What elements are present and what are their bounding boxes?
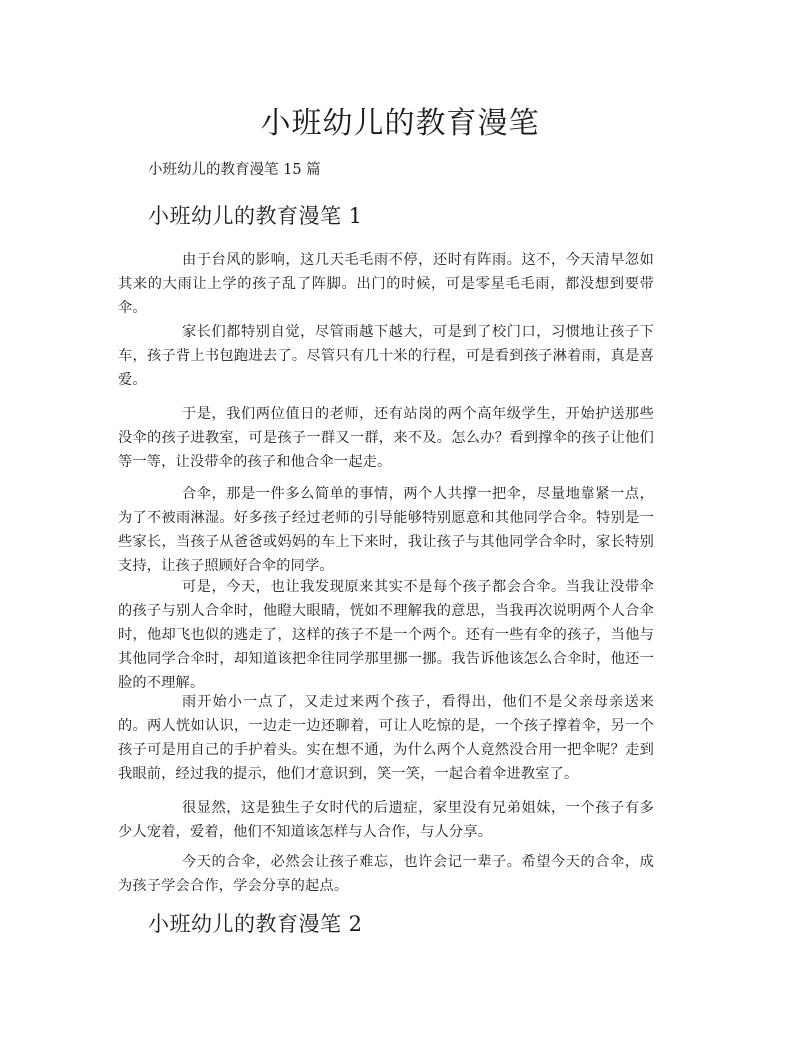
paragraph: 合伞，那是一件多么简单的事情，两个人共撑一把伞，尽量地靠紧一点，为了不被雨淋湿。好多孩子经过老师的引导能够特别愿意和其他同学合伞。特别是一些家长，当孩子从爸爸或妈妈的车上下来时，我让孩子与其他同学合伞时，家长特别支持，让孩子照顾好合伞的同学。	[118, 486, 654, 574]
document-title: 小班幼儿的教育漫笔	[260, 106, 540, 141]
paragraph: 可是，今天，也让我发现原来其实不是每个孩子都会合伞。当我让没带伞的孩子与别人合伞时，他瞪大眼睛，恍如不理解我的意思，当我再次说明两个人合伞时，他却飞也似的逃走了，这样的孩子不是一个两个。还有一些有伞的孩子，当他与其他同学合伞时，却知道该把伞往同学那里挪一挪。我告诉他该怎么合伞时，他还一脸的不理解。	[118, 579, 654, 691]
paragraph: 家长们都特别自觉，尽管雨越下越大，可是到了校门口，习惯地让孩子下车，孩子背上书包跑进去了。尽管只有几十米的行程，可是看到孩子淋着雨，真是喜爱。	[118, 324, 654, 388]
paragraph: 由于台风的影响，这几天毛毛雨不停，还时有阵雨。这不，今天清早忽如其来的大雨让上学的孩子乱了阵脚。出门的时候，可是零星毛毛雨，都没想到要带伞。	[118, 252, 654, 316]
paragraph: 于是，我们两位值日的老师，还有站岗的两个高年级学生，开始护送那些没伞的孩子进教室，可是孩子一群又一群，来不及。怎么办？看到撑伞的孩子让他们等一等，让没带伞的孩子和他合伞一起走。	[118, 406, 654, 470]
paragraph: 雨开始小一点了，又走过来两个孩子，看得出，他们不是父亲母亲送来的。两人恍如认识，一边走一边还聊着，可让人吃惊的是，一个孩子撑着伞，另一个孩子可是用自己的手护着头。实在想不通，为什么两个人竟然没合用一把伞呢？走到我眼前，经过我的提示，他们才意识到，笑一笑，一起合着伞进教室了。	[118, 694, 654, 782]
section-heading-1: 小班幼儿的教育漫笔 1	[148, 204, 363, 228]
paragraph: 今天的合伞，必然会让孩子难忘，也许会记一辈子。希望今天的合伞，成为孩子学会合作，学会分享的起点。	[118, 854, 654, 894]
section-heading-2: 小班幼儿的教育漫笔 2	[148, 912, 363, 936]
document-subtitle: 小班幼儿的教育漫笔 15 篇	[148, 162, 321, 178]
paragraph: 很显然，这是独生子女时代的后遗症，家里没有兄弟姐妹，一个孩子有多少人宠着，爱着，他们不知道该怎样与人合作，与人分享。	[118, 800, 654, 840]
